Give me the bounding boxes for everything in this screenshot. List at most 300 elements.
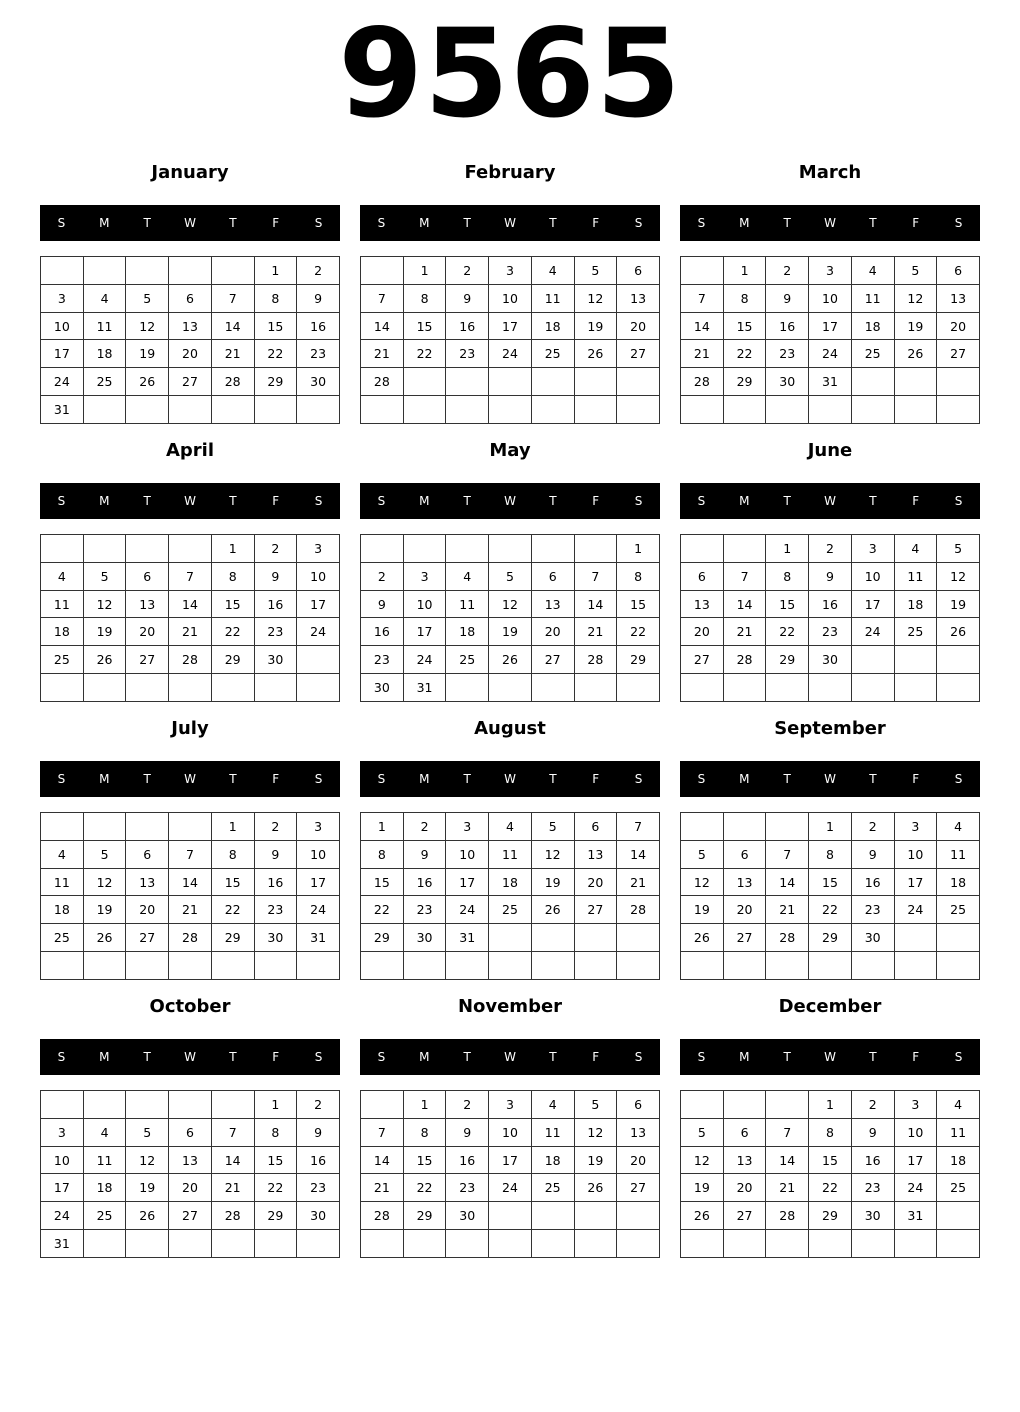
day-cell: 22 (211, 896, 254, 924)
day-cell: 22 (254, 1174, 297, 1202)
day-cell: 30 (809, 646, 852, 674)
day-cell: 5 (83, 840, 126, 868)
year-title: 9565 (338, 3, 682, 145)
day-cell: 12 (126, 312, 169, 340)
day-cell: 16 (851, 868, 894, 896)
day-cell: 14 (361, 312, 404, 340)
day-cell: 20 (723, 896, 766, 924)
day-cell (681, 952, 724, 980)
day-cell: 31 (41, 396, 84, 424)
day-cell: 23 (297, 1174, 340, 1202)
day-cell (574, 396, 617, 424)
day-cell: 1 (766, 535, 809, 563)
day-cell: 18 (851, 312, 894, 340)
day-cell (574, 1202, 617, 1230)
day-cell: 26 (126, 368, 169, 396)
weekday-label: T (869, 772, 877, 786)
day-cell: 29 (254, 1202, 297, 1230)
day-cell: 24 (297, 618, 340, 646)
day-cell: 7 (361, 1118, 404, 1146)
day-cell: 10 (41, 1146, 84, 1174)
weekday-label: S (314, 772, 323, 786)
day-cell: 23 (766, 340, 809, 368)
day-cell: 30 (361, 674, 404, 702)
day-cell: 24 (41, 368, 84, 396)
weekday-label: T (869, 494, 877, 508)
day-cell (403, 368, 446, 396)
day-cell: 25 (851, 340, 894, 368)
day-cell (446, 952, 489, 980)
day-cell: 15 (723, 312, 766, 340)
day-cell: 12 (126, 1146, 169, 1174)
day-cell: 20 (723, 1174, 766, 1202)
day-cell: 22 (403, 1174, 446, 1202)
weekday-label: M (419, 216, 430, 230)
day-cell: 13 (681, 590, 724, 618)
day-cell: 29 (254, 368, 297, 396)
weekday-label: W (504, 494, 516, 508)
day-cell: 30 (851, 1202, 894, 1230)
day-cell: 26 (126, 1202, 169, 1230)
day-cell: 26 (531, 896, 574, 924)
day-cell: 6 (723, 840, 766, 868)
day-cell: 2 (254, 535, 297, 563)
day-cell: 28 (211, 368, 254, 396)
month-name: November (457, 996, 563, 1017)
month-block (360, 992, 660, 1262)
day-cell: 19 (83, 896, 126, 924)
day-cell: 9 (766, 284, 809, 312)
day-cell: 10 (297, 562, 340, 590)
day-cell: 7 (574, 562, 617, 590)
day-cell (41, 813, 84, 841)
weekday-label: W (184, 1050, 196, 1064)
day-cell: 16 (851, 1146, 894, 1174)
day-cell: 7 (169, 840, 212, 868)
weekday-label: T (229, 1050, 237, 1064)
day-cell (681, 396, 724, 424)
day-cell: 28 (361, 368, 404, 396)
month-block (360, 714, 660, 984)
day-cell (574, 368, 617, 396)
weekday-label: W (504, 1050, 516, 1064)
weekday-label: W (184, 772, 196, 786)
day-cell: 13 (169, 1146, 212, 1174)
day-cell: 17 (41, 340, 84, 368)
day-cell: 27 (126, 646, 169, 674)
day-cell (297, 396, 340, 424)
day-cell: 28 (766, 1202, 809, 1230)
day-cell: 20 (169, 340, 212, 368)
day-cell: 12 (489, 590, 532, 618)
day-cell: 16 (403, 868, 446, 896)
day-cell: 25 (446, 646, 489, 674)
day-cell: 28 (766, 924, 809, 952)
day-cell: 6 (169, 284, 212, 312)
week-row (41, 924, 340, 952)
day-cell: 18 (531, 1146, 574, 1174)
day-cell: 22 (211, 618, 254, 646)
day-cell (937, 674, 980, 702)
day-cell (937, 1202, 980, 1230)
day-cell (361, 257, 404, 285)
day-cell: 3 (489, 1091, 532, 1119)
day-cell: 5 (83, 562, 126, 590)
weekday-label: S (314, 494, 323, 508)
days-grid (680, 1090, 980, 1258)
month-block (40, 992, 340, 1262)
day-cell (766, 674, 809, 702)
day-cell: 27 (169, 1202, 212, 1230)
day-cell: 15 (809, 868, 852, 896)
weekday-label: S (634, 216, 643, 230)
day-cell: 25 (531, 1174, 574, 1202)
day-cell: 25 (41, 646, 84, 674)
day-cell: 7 (211, 284, 254, 312)
day-cell: 28 (723, 646, 766, 674)
weekday-label: M (99, 772, 110, 786)
week-row (681, 618, 980, 646)
day-cell: 10 (489, 1118, 532, 1146)
day-cell: 19 (126, 340, 169, 368)
day-cell (83, 1230, 126, 1258)
days-grid (360, 812, 660, 980)
day-cell: 24 (41, 1202, 84, 1230)
day-cell: 15 (254, 1146, 297, 1174)
weekday-label: S (634, 772, 643, 786)
weekday-label: F (912, 772, 920, 786)
day-cell (851, 674, 894, 702)
day-cell (723, 1091, 766, 1119)
week-row (41, 257, 340, 285)
week-row (361, 1118, 660, 1146)
days-grid (680, 812, 980, 980)
week-row (681, 952, 980, 980)
day-cell: 15 (617, 590, 660, 618)
day-cell: 21 (211, 1174, 254, 1202)
day-cell (126, 257, 169, 285)
days-grid (40, 534, 340, 702)
day-cell: 14 (169, 590, 212, 618)
week-row (41, 284, 340, 312)
day-cell: 20 (617, 1146, 660, 1174)
day-cell: 19 (126, 1174, 169, 1202)
day-cell: 15 (211, 868, 254, 896)
weekday-label: M (419, 494, 430, 508)
day-cell: 2 (766, 257, 809, 285)
day-cell: 8 (254, 1118, 297, 1146)
day-cell: 27 (681, 646, 724, 674)
day-cell: 21 (169, 618, 212, 646)
week-row (361, 590, 660, 618)
day-cell: 8 (809, 1118, 852, 1146)
weekday-label: S (57, 494, 66, 508)
day-cell: 3 (894, 813, 937, 841)
week-row (681, 868, 980, 896)
day-cell (83, 396, 126, 424)
day-cell (83, 952, 126, 980)
day-cell: 22 (403, 340, 446, 368)
day-cell: 29 (617, 646, 660, 674)
week-row (361, 1230, 660, 1258)
month-block (360, 436, 660, 706)
day-cell: 11 (894, 562, 937, 590)
day-cell (766, 1230, 809, 1258)
week-row (681, 813, 980, 841)
day-cell: 15 (254, 312, 297, 340)
days-grid (40, 812, 340, 980)
days-grid (360, 534, 660, 702)
week-row (41, 1174, 340, 1202)
day-cell (83, 674, 126, 702)
day-cell: 19 (489, 618, 532, 646)
day-cell: 23 (851, 1174, 894, 1202)
weekday-label: S (954, 772, 963, 786)
day-cell: 26 (681, 1202, 724, 1230)
day-cell: 6 (617, 257, 660, 285)
day-cell: 20 (531, 618, 574, 646)
weekday-label: M (739, 772, 750, 786)
day-cell: 18 (937, 868, 980, 896)
day-cell: 14 (574, 590, 617, 618)
weekday-label: T (549, 494, 557, 508)
day-cell: 5 (574, 257, 617, 285)
day-cell (403, 535, 446, 563)
day-cell (169, 535, 212, 563)
week-row (361, 368, 660, 396)
day-cell (489, 396, 532, 424)
day-cell: 21 (574, 618, 617, 646)
weekday-label: F (912, 216, 920, 230)
day-cell: 1 (809, 813, 852, 841)
day-cell (574, 924, 617, 952)
weekday-label: S (314, 1050, 323, 1064)
day-cell (169, 257, 212, 285)
week-row (361, 952, 660, 980)
week-row (681, 257, 980, 285)
day-cell (489, 368, 532, 396)
day-cell (83, 535, 126, 563)
day-cell: 1 (403, 257, 446, 285)
day-cell: 13 (126, 590, 169, 618)
day-cell: 21 (766, 1174, 809, 1202)
day-cell (489, 924, 532, 952)
day-cell: 1 (361, 813, 404, 841)
week-row (681, 396, 980, 424)
day-cell (403, 396, 446, 424)
day-cell: 13 (937, 284, 980, 312)
day-cell (361, 535, 404, 563)
day-cell: 29 (723, 368, 766, 396)
day-cell: 18 (83, 340, 126, 368)
weekday-label: F (912, 494, 920, 508)
day-cell: 11 (41, 868, 84, 896)
day-cell (361, 952, 404, 980)
day-cell: 12 (83, 590, 126, 618)
day-cell: 26 (937, 618, 980, 646)
day-cell: 2 (297, 257, 340, 285)
days-grid (360, 1090, 660, 1258)
day-cell: 1 (254, 257, 297, 285)
day-cell: 8 (403, 284, 446, 312)
day-cell: 24 (489, 340, 532, 368)
week-row (681, 896, 980, 924)
day-cell: 16 (446, 1146, 489, 1174)
day-cell (531, 1230, 574, 1258)
day-cell: 15 (403, 1146, 446, 1174)
day-cell (851, 396, 894, 424)
day-cell: 26 (574, 340, 617, 368)
day-cell: 29 (809, 1202, 852, 1230)
day-cell (489, 674, 532, 702)
day-cell: 31 (403, 674, 446, 702)
week-row (41, 646, 340, 674)
day-cell: 1 (211, 813, 254, 841)
week-row (361, 284, 660, 312)
weekday-label: M (99, 216, 110, 230)
day-cell: 25 (489, 896, 532, 924)
day-cell: 14 (681, 312, 724, 340)
day-cell (297, 646, 340, 674)
day-cell: 2 (446, 257, 489, 285)
day-cell: 21 (617, 868, 660, 896)
day-cell: 25 (937, 1174, 980, 1202)
day-cell: 18 (41, 618, 84, 646)
day-cell (723, 396, 766, 424)
day-cell (169, 396, 212, 424)
day-cell: 18 (531, 312, 574, 340)
day-cell: 8 (809, 840, 852, 868)
day-cell: 16 (446, 312, 489, 340)
day-cell: 12 (531, 840, 574, 868)
day-cell: 10 (894, 1118, 937, 1146)
day-cell (169, 1230, 212, 1258)
day-cell: 2 (361, 562, 404, 590)
day-cell: 30 (851, 924, 894, 952)
day-cell: 21 (681, 340, 724, 368)
day-cell: 17 (297, 868, 340, 896)
day-cell (446, 674, 489, 702)
weekday-label: S (57, 216, 66, 230)
week-row (41, 868, 340, 896)
day-cell: 11 (446, 590, 489, 618)
day-cell: 23 (361, 646, 404, 674)
day-cell (894, 368, 937, 396)
day-cell: 13 (531, 590, 574, 618)
day-cell: 28 (169, 924, 212, 952)
day-cell: 1 (809, 1091, 852, 1119)
week-row (681, 924, 980, 952)
day-cell: 15 (211, 590, 254, 618)
day-cell: 18 (894, 590, 937, 618)
weekday-label: F (272, 772, 280, 786)
week-row (361, 924, 660, 952)
day-cell: 5 (937, 535, 980, 563)
day-cell (851, 952, 894, 980)
weekday-label: W (504, 772, 516, 786)
day-cell: 4 (937, 1091, 980, 1119)
weekday-label: T (463, 772, 471, 786)
day-cell (83, 1091, 126, 1119)
day-cell: 20 (126, 896, 169, 924)
day-cell: 13 (574, 840, 617, 868)
day-cell: 21 (361, 340, 404, 368)
day-cell: 10 (41, 312, 84, 340)
day-cell: 2 (851, 1091, 894, 1119)
day-cell (851, 646, 894, 674)
day-cell (723, 1230, 766, 1258)
day-cell: 26 (574, 1174, 617, 1202)
day-cell: 4 (937, 813, 980, 841)
day-cell: 14 (723, 590, 766, 618)
day-cell: 27 (617, 340, 660, 368)
day-cell (489, 1230, 532, 1258)
day-cell: 3 (851, 535, 894, 563)
day-cell: 5 (681, 1118, 724, 1146)
weekday-label: F (272, 494, 280, 508)
week-row (361, 562, 660, 590)
day-cell: 24 (403, 646, 446, 674)
week-row (361, 1174, 660, 1202)
day-cell: 9 (254, 562, 297, 590)
day-cell (894, 952, 937, 980)
day-cell (254, 396, 297, 424)
day-cell: 21 (766, 896, 809, 924)
day-cell (531, 368, 574, 396)
day-cell (894, 396, 937, 424)
weekday-label: T (229, 772, 237, 786)
day-cell: 4 (83, 284, 126, 312)
day-cell (681, 1091, 724, 1119)
day-cell: 20 (126, 618, 169, 646)
day-cell: 28 (169, 646, 212, 674)
day-cell: 30 (297, 368, 340, 396)
month-name: August (474, 718, 546, 739)
day-cell (617, 924, 660, 952)
day-cell (489, 535, 532, 563)
day-cell (211, 396, 254, 424)
day-cell (894, 646, 937, 674)
day-cell (937, 368, 980, 396)
day-cell (41, 1091, 84, 1119)
day-cell: 27 (723, 1202, 766, 1230)
day-cell: 8 (361, 840, 404, 868)
day-cell (531, 1202, 574, 1230)
month-name: June (807, 440, 853, 461)
day-cell (489, 952, 532, 980)
day-cell: 15 (361, 868, 404, 896)
day-cell: 3 (894, 1091, 937, 1119)
day-cell: 21 (211, 340, 254, 368)
day-cell (894, 924, 937, 952)
day-cell: 6 (681, 562, 724, 590)
day-cell: 31 (809, 368, 852, 396)
day-cell: 24 (894, 1174, 937, 1202)
week-row (681, 535, 980, 563)
day-cell: 20 (169, 1174, 212, 1202)
weekday-label: T (549, 772, 557, 786)
weekday-label: F (592, 494, 600, 508)
day-cell: 5 (531, 813, 574, 841)
day-cell (531, 535, 574, 563)
week-row (361, 396, 660, 424)
week-row (361, 674, 660, 702)
weekday-label: F (912, 1050, 920, 1064)
day-cell: 4 (894, 535, 937, 563)
weekday-label: M (739, 1050, 750, 1064)
days-grid (680, 534, 980, 702)
month-name: March (798, 162, 862, 183)
